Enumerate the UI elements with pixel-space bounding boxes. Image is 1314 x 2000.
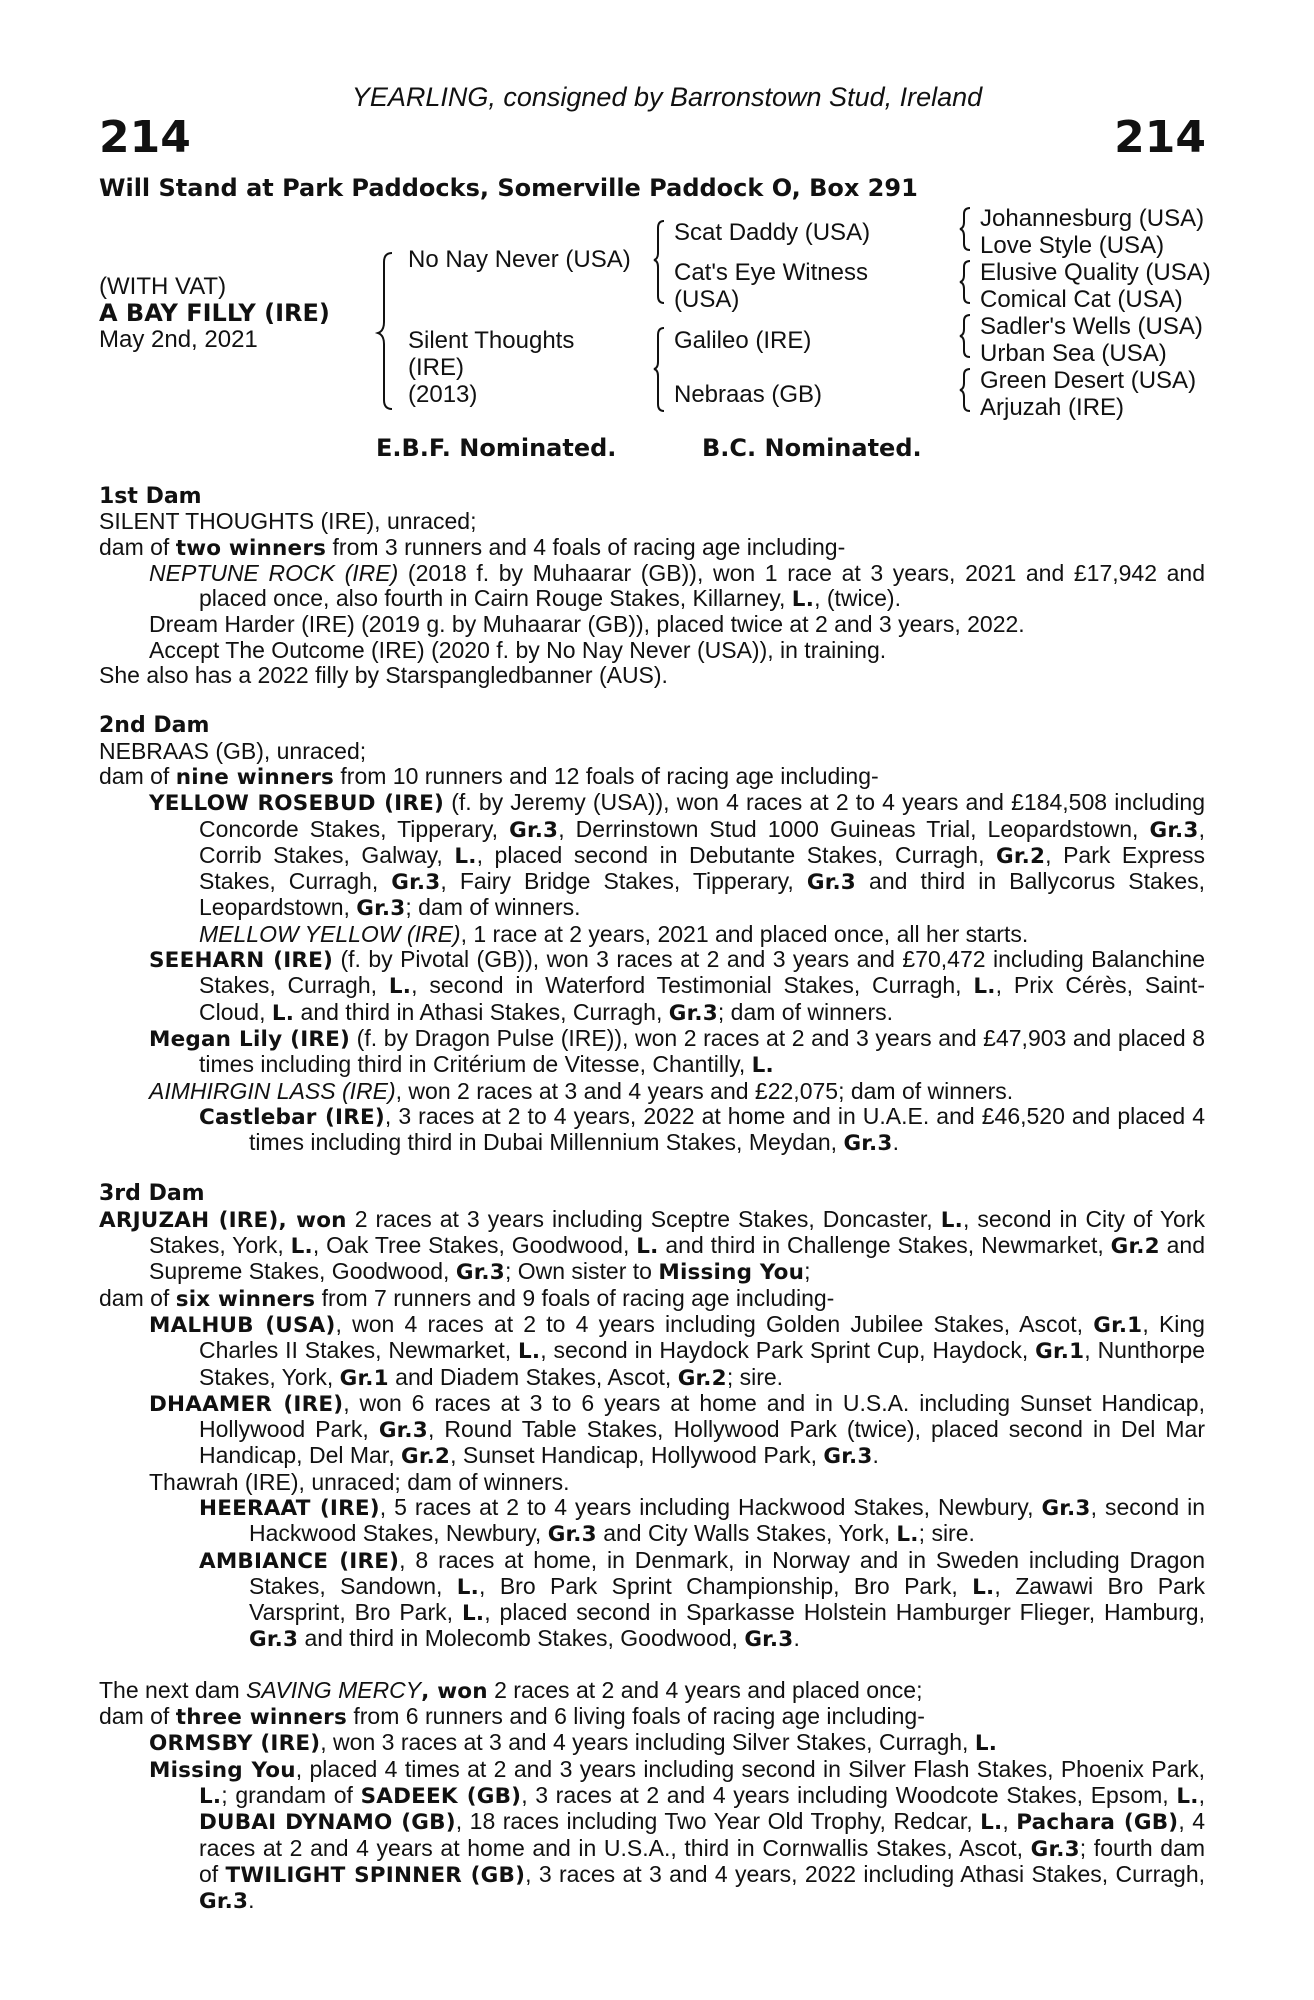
sire-sire-name: Scat Daddy (USA) bbox=[674, 219, 871, 246]
gen3-brace-2 bbox=[960, 261, 970, 303]
gen4-2: Love Style (USA) bbox=[980, 232, 1165, 259]
dam-sire-name: Galileo (IRE) bbox=[674, 327, 812, 354]
gen4-1: Johannesburg (USA) bbox=[980, 205, 1205, 232]
next-dam-line: The next dam SAVING MERCY, won 2 races at 2 and 4 years and placed once; bbox=[99, 1676, 923, 1704]
catalogue-body bbox=[99, 484, 1205, 1939]
second-dam-section bbox=[99, 713, 1205, 1156]
produce-aimhirgin-lass: AIMHIRGIN LASS (IRE), won 2 races at 3 and 4 years and £22,075; dam of winners. bbox=[149, 1077, 1014, 1104]
second-dam-heading: 2nd Dam bbox=[99, 713, 210, 739]
sire-dam-line1: Cat's Eye Witness bbox=[674, 259, 868, 286]
produce-megan-lily: Megan Lily (IRE) (f. by Dragon Pulse (IRE)), won 2 races at 2 and 3 years and £47,903 and placed 8 times including third in Critérium de Vitesse, Chantilly, L. bbox=[149, 1024, 1206, 1079]
next-dam-section bbox=[99, 1678, 1205, 1915]
grandproduce-mellow-yellow: MELLOW YELLOW (IRE), 1 race at 2 years, 2021 and placed once, all her starts. bbox=[199, 920, 1029, 947]
gen4-6: Urban Sea (USA) bbox=[980, 340, 1167, 367]
stand-info: Will Stand at Park Paddocks, Somerville Paddock O, Box 291 bbox=[99, 174, 918, 202]
grandproduce-ambiance: AMBIANCE (IRE), 8 races at home, in Denmark, in Norway and in Sweden including Dragon Stakes, Sandown, L., Bro Park Sprint Championship, Bro Park, L., Zawawi Bro Park Varsprint, Bro Park, L., placed second in Sparkasse Holstein Hamburger Flieger, Hamburg, Gr.3 and third in Molecomb Stakes, Goodwood, Gr.3. bbox=[199, 1546, 1205, 1653]
first-dam-name: SILENT THOUGHTS (IRE), unraced; bbox=[99, 508, 477, 535]
gen4-3: Elusive Quality (USA) bbox=[980, 259, 1211, 286]
gen2-dam-brace bbox=[654, 328, 664, 411]
dam-dam-name: Nebraas (GB) bbox=[674, 381, 823, 408]
gen4-7: Green Desert (USA) bbox=[980, 367, 1197, 394]
vat-note: (WITH VAT) bbox=[99, 273, 227, 300]
dam-name-line2: (IRE) bbox=[408, 354, 464, 381]
third-dam-arjuzah: ARJUZAH (IRE), won 2 races at 3 years including Sceptre Stakes, Doncaster, L., second in City of York Stakes, York, L., Oak Tree Stakes, Goodwood, L. and third in Challenge Stakes, Newmarket, Gr.2 and Supreme Stakes, Goodwood, Gr.3; Own sister to Missing You; bbox=[99, 1205, 1206, 1286]
ebf-nomination: E.B.F. Nominated. bbox=[376, 434, 617, 462]
second-dam-produce-summary: dam of nine winners from 10 runners and 12 foals of racing age including- bbox=[99, 762, 879, 790]
third-dam-section bbox=[99, 1181, 1205, 1652]
gen1-brace bbox=[378, 253, 392, 409]
gen3-brace-4 bbox=[960, 369, 970, 411]
produce-missing-you: Missing You, placed 4 times at 2 and 3 years including second in Silver Flash Stakes, Phoenix Park, L.; grandam of SADEEK (GB), 3 races at 2 and 4 years including Woodcote Stakes, Epsom, L., DUBAI DYNAMO (GB), 18 races including Two Year Old Trophy, Redcar, L., Pachara (GB), 4 races at 2 and 4 years at home and in U.S.A., third in Cornwallis Stakes, Ascot, Gr.3; fourth dam of TWILIGHT SPINNER (GB), 3 races at 3 and 4 years, 2022 including Athasi Stakes, Curragh, Gr.3. bbox=[149, 1755, 1206, 1915]
gen3-brace-1 bbox=[960, 208, 970, 250]
lot-number-left: 214 bbox=[99, 112, 191, 163]
gen4-8: Arjuzah (IRE) bbox=[980, 394, 1125, 421]
dam-name-line3: (2013) bbox=[408, 381, 478, 408]
produce-seeharn: SEEHARN (IRE) (f. by Pivotal (GB)), won 3 races at 2 and 3 years and £70,472 including Balanchine Stakes, Curragh, L., second in Waterford Testimonial Stakes, Curragh, L., Prix Cérès, Saint-Cloud, L. and third in Athasi Stakes, Curragh, Gr.3; dam of winners. bbox=[149, 946, 1205, 1026]
bc-nomination: B.C. Nominated. bbox=[702, 434, 922, 462]
gen4-4: Comical Cat (USA) bbox=[980, 286, 1183, 313]
first-dam-also: She also has a 2022 filly by Starspangledbanner (AUS). bbox=[99, 662, 668, 689]
third-dam-produce-summary: dam of six winners from 7 runners and 9 foals of racing age including- bbox=[99, 1284, 835, 1312]
produce-ormsby: ORMSBY (IRE), won 3 races at 3 and 4 years including Silver Stakes, Curragh, L. bbox=[149, 1729, 998, 1757]
produce-yellow-rosebud: YELLOW ROSEBUD (IRE) (f. by Jeremy (USA)), won 4 races at 2 to 4 years and £184,508 including Concorde Stakes, Tipperary, Gr.3, Derrinstown Stud 1000 Guineas Trial, Leopardstown, Gr.3, Corrib Stakes, Galway, L., placed second in Debutante Stakes, Curragh, Gr.2, Park Express Stakes, Curragh, Gr.3, Fairy Bridge Stakes, Tipperary, Gr.3 and third in Ballycorus Stakes, Leopardstown, Gr.3; dam of winners. bbox=[149, 789, 1206, 922]
produce-malhub: MALHUB (USA), won 4 races at 2 to 4 years including Golden Jubilee Stakes, Ascot, Gr.1, King Charles II Stakes, Newmarket, L., second in Haydock Park Sprint Cup, Haydock, Gr.1, Nunthorpe Stakes, York, Gr.1 and Diadem Stakes, Ascot, Gr.2; sire. bbox=[149, 1310, 1205, 1391]
gen2-sire-brace bbox=[654, 221, 664, 303]
first-dam-produce-summary: dam of two winners from 3 runners and 4 foals of racing age including- bbox=[99, 533, 846, 561]
foaling-date: May 2nd, 2021 bbox=[99, 326, 258, 353]
third-dam-heading: 3rd Dam bbox=[99, 1181, 205, 1207]
grandproduce-castlebar: Castlebar (IRE), 3 races at 2 to 4 years, 2022 at home and in U.A.E. and £46,520 and placed 4 times including third in Dubai Millennium Stakes, Meydan, Gr.3. bbox=[199, 1102, 1205, 1157]
produce-thawrah: Thawrah (IRE), unraced; dam of winners. bbox=[149, 1468, 570, 1495]
produce-accept-the-outcome: Accept The Outcome (IRE) (2020 f. by No Nay Never (USA)), in training. bbox=[149, 636, 887, 663]
produce-neptune-rock: NEPTUNE ROCK (IRE) (2018 f. by Muhaarar (GB)), won 1 race at 3 years, 2021 and £17,942 and placed once, also fourth in Cairn Rouge Stakes, Killarney, L., (twice). bbox=[149, 559, 1206, 613]
second-dam-name: NEBRAAS (GB), unraced; bbox=[99, 737, 367, 764]
gen4-5: Sadler's Wells (USA) bbox=[980, 313, 1203, 340]
produce-dhaamer: DHAAMER (IRE), won 6 races at 3 to 6 years at home and in U.S.A. including Sunset Handicap, Hollywood Park, Gr.3, Round Table Stakes, Hollywood Park (twice), placed second in Del Mar Handicap, Del Mar, Gr.2, Sunset Handicap, Hollywood Park, Gr.3. bbox=[149, 1389, 1206, 1470]
consignor-subtitle: YEARLING, consigned by Barronstown Stud, Ireland bbox=[351, 82, 983, 112]
next-dam-produce-summary: dam of three winners from 6 runners and 6 living foals of racing age including- bbox=[99, 1703, 925, 1731]
first-dam-heading: 1st Dam bbox=[99, 484, 202, 509]
gen3-brace-3 bbox=[960, 315, 970, 357]
sire-name: No Nay Never (USA) bbox=[408, 246, 631, 273]
sire-dam-line2: (USA) bbox=[674, 286, 740, 313]
grandproduce-heeraat: HEERAAT (IRE), 5 races at 2 to 4 years including Hackwood Stakes, Newbury, Gr.3, second in Hackwood Stakes, Newbury, Gr.3 and City Walls Stakes, York, L.; sire. bbox=[199, 1493, 1205, 1548]
dam-name-line1: Silent Thoughts bbox=[408, 327, 575, 354]
subject-name: A BAY FILLY (IRE) bbox=[99, 299, 330, 327]
first-dam-section bbox=[99, 484, 1205, 688]
lot-number-right: 214 bbox=[1114, 112, 1206, 163]
produce-dream-harder: Dream Harder (IRE) (2019 g. by Muhaarar (GB)), placed twice at 2 and 3 years, 2022. bbox=[149, 611, 1025, 638]
